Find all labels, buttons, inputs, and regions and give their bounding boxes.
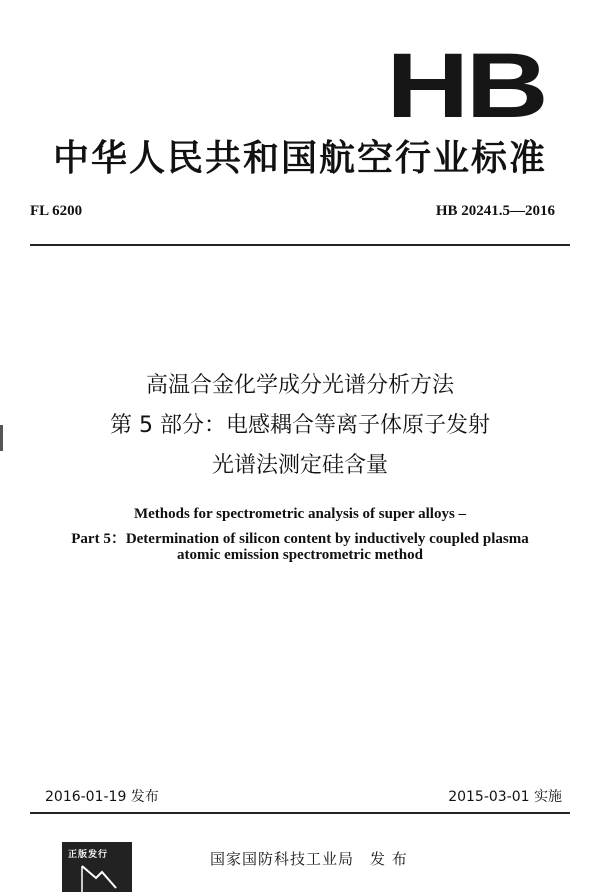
implementation-date: 2015-03-01 实施 — [448, 789, 562, 805]
stamp-graphic-icon — [62, 842, 132, 892]
hb-logo: HB — [386, 35, 545, 137]
title-en-line-3: atomic emission spectrometric method — [177, 547, 423, 563]
title-en-line-1: Methods for spectrometric analysis of super alloys – — [133, 506, 467, 522]
footer-divider — [30, 812, 570, 814]
publisher: 国家国防科技工业局 发 布 — [210, 850, 408, 868]
document-header-title: 中华人民共和国航空行业标准 — [52, 138, 547, 179]
title-cn-line-1: 高温合金化学成分光谱分析方法 — [145, 373, 454, 398]
authentic-edition-stamp — [62, 842, 132, 892]
stamp-label: 正版发行 — [68, 850, 109, 860]
issue-date: 2016-01-19 发布 — [45, 789, 159, 805]
title-cn-line-3: 光谱法测定硅含量 — [211, 453, 388, 478]
standard-number: HB 20241.5—2016 — [435, 203, 555, 219]
title-en-line-2: Part 5：Determination of silicon content by inductively coupled plasma — [71, 531, 529, 547]
header-divider — [30, 244, 570, 246]
title-cn-line-2: 第 5 部分：电感耦合等离子体原子发射 — [110, 413, 490, 438]
classification-code: FL 6200 — [30, 203, 83, 219]
